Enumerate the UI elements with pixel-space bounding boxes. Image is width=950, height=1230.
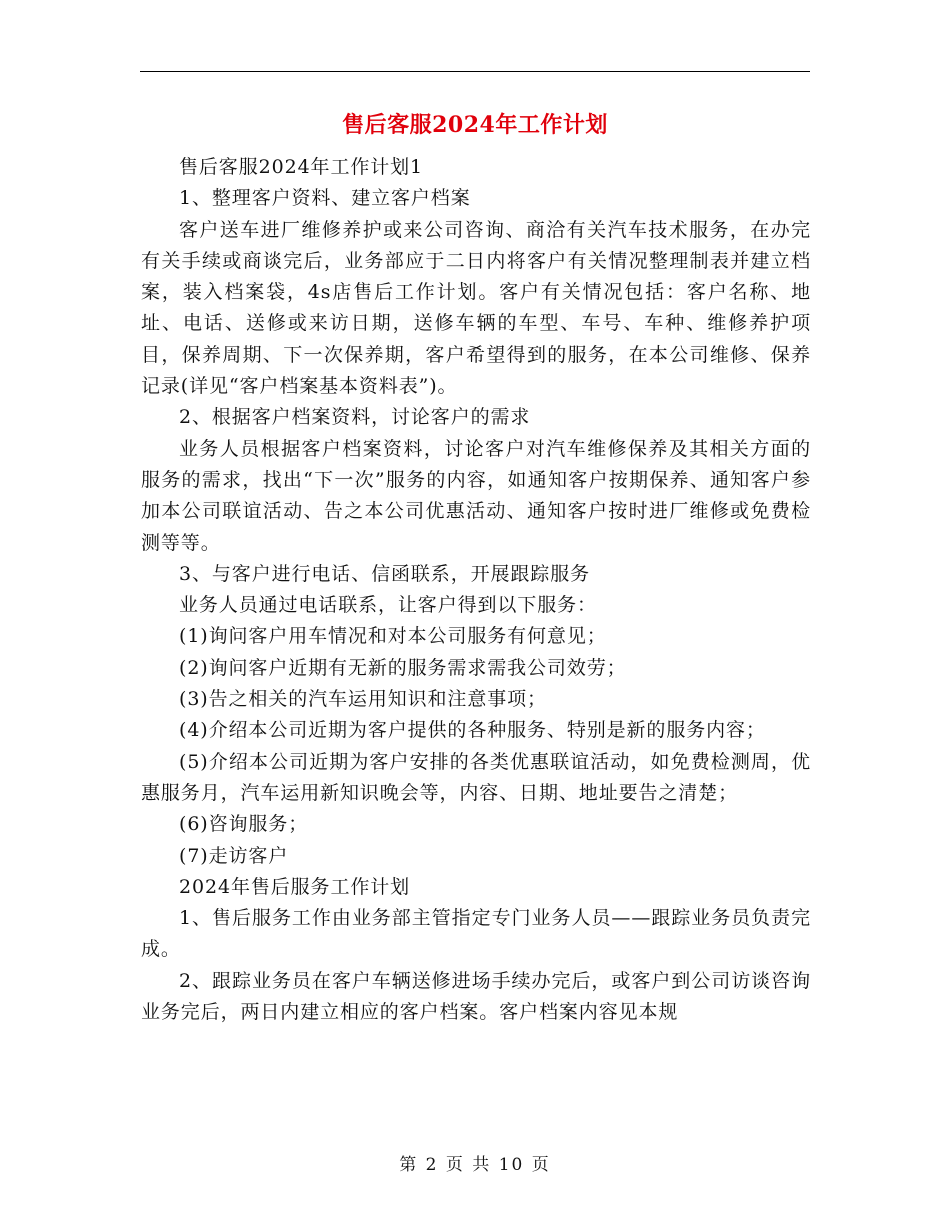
paragraph: 业务人员通过电话联系，让客户得到以下服务： (179, 594, 597, 617)
list-item: (7)走访客户 (179, 844, 289, 867)
paragraph: 售后客服2024年工作计划1 (179, 156, 424, 178)
list-item: (2)询问客户近期有无新的服务需求需我公司效劳； (179, 656, 627, 679)
paragraph: 3、与客户进行电话、信函联系，开展跟踪服务 (179, 562, 590, 585)
paragraph: 2、跟踪业务员在客户车辆送修进场手续办完后，或客户到公司访谈咨询业务完后，两日内建立相应的客户档案。客户档案内容见本规 (141, 969, 811, 1024)
list-item: (6)咨询服务； (179, 813, 309, 836)
list-item: (1)询问客户用车情况和对本公司服务有何意见； (179, 625, 607, 648)
section-heading: 2024年售后服务工作计划 (179, 875, 411, 898)
paragraph: 2、根据客户档案资料，讨论客户的需求 (179, 406, 531, 429)
list-item: (4)介绍本公司近期为客户提供的各种服务、特别是新的服务内容； (179, 719, 766, 742)
document-body (141, 152, 811, 1028)
paragraph: 1、整理客户资料、建立客户档案 (179, 187, 471, 210)
paragraph: 客户送车进厂维修养护或来公司咨询、商洽有关汽车技术服务，在办完有关手续或商谈完后，业务部应于二日内将客户有关情况整理制表并建立档案，装入档案袋，4s店售后工作计划。客户有关情况包括：客户名称、地址、电话、送修或来访日期，送修车辆的车型、车号、车种、维修养护项目，保养周期、下一次保养期，客户希望得到的服务，在本公司维修、保养记录(详见“客户档案基本资料表”)。 (141, 218, 811, 398)
paragraph: 业务人员根据客户档案资料，讨论客户对汽车维修保养及其相关方面的服务的需求，找出“下一次”服务的内容，如通知客户按期保养、通知客户参加本公司联谊活动、告之本公司优惠活动、通知客户按时进厂维修或免费检测等等。 (141, 437, 811, 554)
paragraph: 1、售后服务工作由业务部主管指定专门业务人员——跟踪业务员负责完成。 (141, 907, 811, 961)
list-item: (5)介绍本公司近期为客户安排的各类优惠联谊活动，如免费检测周，优惠服务月，汽车运用新知识晚会等，内容、日期、地址要告之清楚； (141, 750, 811, 804)
page-footer: 第 2 页 共 10 页 (399, 1155, 551, 1175)
header-rule (140, 71, 810, 72)
list-item: (3)告之相关的汽车运用知识和注意事项； (179, 688, 547, 711)
document-title: 售后客服2024年工作计划 (342, 112, 608, 138)
